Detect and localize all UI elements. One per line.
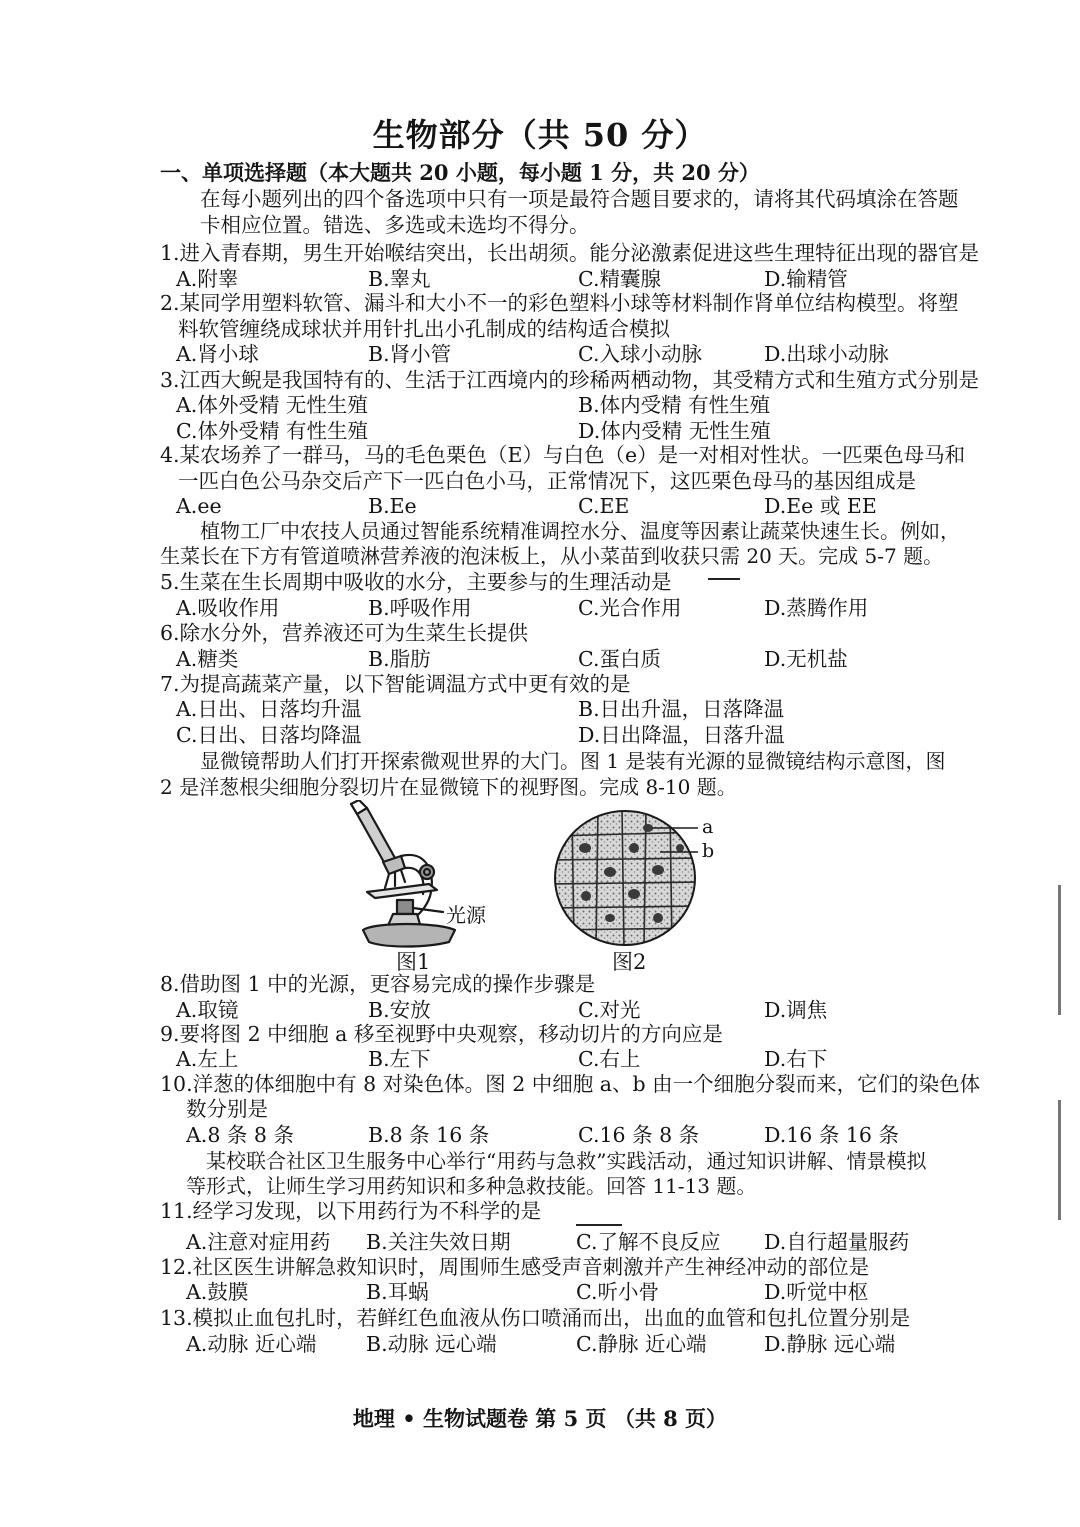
passage-text: 显微镜帮助人们打开探索微观世界的大门。图 1 是装有光源的显微镜结构示意图，图	[200, 749, 946, 773]
option-b: B.呼吸作用	[368, 596, 472, 620]
option-c: C.入球小动脉	[578, 342, 702, 366]
option-a: A.动脉 近心端	[186, 1332, 317, 1356]
option-b: B.关注失效日期	[366, 1230, 511, 1254]
option-a: A.体外受精 无性生殖	[176, 393, 368, 417]
option-c: C.静脉 近心端	[576, 1332, 707, 1356]
passage-text: 生菜长在下方有管道喷淋营养液的泡沫板上，从小菜苗到收获只需 20 天。完成 5-7 题。	[160, 544, 944, 568]
question-stem: 4.某农场养了一群马，马的毛色栗色（E）与白色（e）是一对相对性状。一匹栗色母马和	[160, 443, 966, 467]
option-a: A.注意对症用药	[186, 1230, 331, 1254]
option-b: B.体内受精 有性生殖	[578, 393, 771, 417]
fig2-label-b: b	[702, 840, 715, 862]
option-b: B.日出升温，日落降温	[578, 697, 785, 721]
stray-mark	[576, 1224, 622, 1226]
option-b: B.脂肪	[368, 647, 431, 671]
question-stem: 8.借助图 1 中的光源，更容易完成的操作步骤是	[160, 972, 596, 996]
page-footer: 地理 • 生物试题卷 第 5 页 （共 8 页）	[352, 1406, 728, 1431]
option-b: B.8 条 16 条	[368, 1123, 490, 1147]
question-stem: 5.生菜在生长周期中吸收的水分，主要参与的生理活动是	[160, 570, 672, 594]
question-stem: 一匹白色公马杂交后产下一匹白色小马，正常情况下，这匹栗色母马的基因组成是	[178, 469, 916, 493]
option-a: A.左上	[176, 1047, 239, 1071]
stray-mark	[708, 578, 740, 580]
question-stem: 10.洋葱的体细胞中有 8 对染色体。图 2 中细胞 a、b 由一个细胞分裂而来，它们的染色体	[160, 1072, 981, 1096]
option-b: B.肾小管	[368, 342, 452, 366]
option-d: D.听觉中枢	[764, 1280, 869, 1304]
fig1-caption: 图1	[396, 950, 431, 974]
option-a: A.肾小球	[176, 342, 259, 366]
question-stem: 1.进入青春期，男生开始喉结突出，长出胡须。能分泌激素促进这些生理特征出现的器官是	[160, 241, 980, 265]
option-c: C.精囊腺	[578, 267, 661, 291]
option-d: D.输精管	[764, 267, 848, 291]
option-a: A.吸收作用	[176, 596, 280, 620]
question-stem: 11.经学习发现，以下用药行为不科学的是	[160, 1199, 542, 1223]
option-c: C.16 条 8 条	[578, 1123, 700, 1147]
question-stem: 数分别是	[186, 1097, 268, 1121]
option-d: D.调焦	[764, 998, 828, 1022]
option-b: B.睾丸	[368, 267, 431, 291]
question-stem: 9.要将图 2 中细胞 a 移至视野中央观察，移动切片的方向应是	[160, 1022, 723, 1046]
option-a: A.附睾	[176, 267, 239, 291]
option-a: A.糖类	[176, 647, 239, 671]
cell-field-figure	[552, 808, 702, 948]
question-stem: 7.为提高蔬菜产量，以下智能调温方式中更有效的是	[160, 672, 631, 696]
option-d: D.Ee 或 EE	[764, 494, 877, 518]
option-c: C.了解不良反应	[576, 1230, 721, 1254]
passage-text: 某校联合社区卫生服务中心举行“用药与急救”实践活动，通过知识讲解、情景模拟	[206, 1149, 927, 1173]
option-b: B.动脉 远心端	[366, 1332, 497, 1356]
scan-edge	[1058, 885, 1061, 1015]
question-stem: 6.除水分外，营养液还可为生菜生长提供	[160, 621, 529, 645]
option-d: D.出球小动脉	[764, 342, 889, 366]
option-d: D.蒸腾作用	[764, 596, 869, 620]
question-stem: 料软管缠绕成球状并用针扎出小孔制成的结构适合模拟	[178, 317, 670, 341]
scan-edge	[1058, 1100, 1061, 1220]
option-a: A.鼓膜	[186, 1280, 249, 1304]
passage-text: 2 是洋葱根尖细胞分裂切片在显微镜下的视野图。完成 8-10 题。	[160, 775, 737, 799]
question-stem: 13.模拟止血包扎时，若鲜红色血液从伤口喷涌而出，出血的血管和包扎位置分别是	[160, 1306, 911, 1330]
page-title: 生物部分（共 50 分）	[372, 116, 708, 154]
option-d: D.体内受精 无性生殖	[578, 419, 771, 443]
question-stem: 12.社区医生讲解急救知识时，周围师生感受声音刺激并产生神经冲动的部位是	[160, 1255, 870, 1279]
option-c: C.日出、日落均降温	[176, 723, 362, 747]
fig2-label-a: a	[702, 816, 714, 838]
option-b: B.左下	[368, 1047, 431, 1071]
option-d: D.右下	[764, 1047, 828, 1071]
section-heading: 一、单项选择题（本大题共 20 小题，每小题 1 分，共 20 分）	[160, 160, 760, 185]
question-stem: 2.某同学用塑料软管、漏斗和大小不一的彩色塑料小球等材料制作肾单位结构模型。将塑	[160, 291, 959, 315]
option-c: C.对光	[578, 998, 641, 1022]
option-b: B.安放	[368, 998, 431, 1022]
option-a: A.8 条 8 条	[186, 1123, 294, 1147]
option-d: D.日出降温，日落升温	[578, 723, 785, 747]
option-d: D.16 条 16 条	[764, 1123, 899, 1147]
option-c: C.光合作用	[578, 596, 682, 620]
passage-text: 等形式，让师生学习用药知识和多种急救技能。回答 11-13 题。	[186, 1174, 757, 1198]
option-d: D.自行超量服药	[764, 1230, 910, 1254]
option-a: A.日出、日落均升温	[176, 697, 362, 721]
option-a: A.ee	[176, 494, 222, 518]
option-b: B.耳蜗	[366, 1280, 429, 1304]
section-instruction: 在每小题列出的四个备选项中只有一项是最符合题目要求的，请将其代码填涂在答题	[200, 187, 959, 211]
option-a: A.取镜	[176, 998, 239, 1022]
option-b: B.Ee	[368, 494, 417, 518]
option-c: C.蛋白质	[578, 647, 661, 671]
option-c: C.EE	[578, 494, 630, 518]
section-instruction: 卡相应位置。错选、多选或未选均不得分。	[200, 213, 590, 237]
option-d: D.无机盐	[764, 647, 848, 671]
fig2-caption: 图2	[612, 950, 647, 974]
option-c: C.右上	[578, 1047, 641, 1071]
question-stem: 3.江西大鲵是我国特有的、生活于江西境内的珍稀两栖动物，其受精方式和生殖方式分别是	[160, 368, 980, 392]
option-c: C.听小骨	[576, 1280, 659, 1304]
passage-text: 植物工厂中农技人员通过智能系统精准调控水分、温度等因素让蔬菜快速生长。例如，	[200, 519, 960, 543]
option-c: C.体外受精 有性生殖	[176, 419, 368, 443]
fig1-light-label: 光源	[446, 903, 486, 927]
option-d: D.静脉 远心端	[764, 1332, 896, 1356]
